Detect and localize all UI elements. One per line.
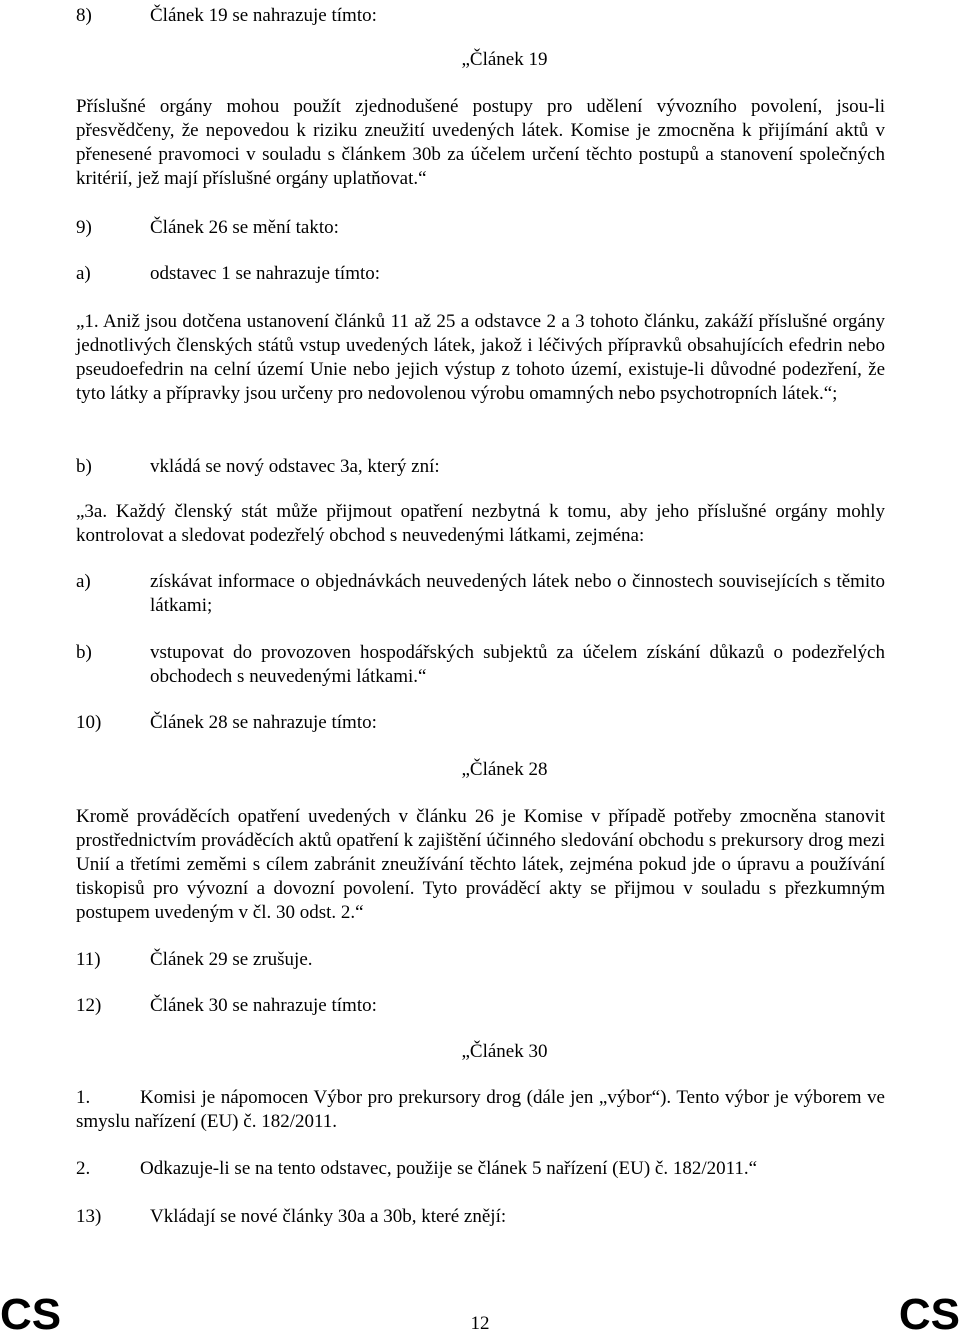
point-text: Článek 26 se mění takto:	[150, 217, 339, 238]
paragraph-text: Odkazuje-li se na tento odstavec, použije se článek 5 nařízení (EU) č. 182/2011.“	[140, 1158, 758, 1179]
point-letter: b)	[76, 642, 92, 663]
point-9a	[76, 262, 885, 286]
point-text: získávat informace o objednávkách neuvedených látek nebo o činnostech souvisejících s těmito látkami;	[150, 571, 885, 616]
point-8	[76, 4, 885, 28]
paragraph-number: 2.	[76, 1158, 91, 1179]
footer-page-number: 12	[470, 1313, 490, 1334]
article-26-paragraph-1: „1. Aniž jsou dotčena ustanovení článků 11 až 25 a odstavce 2 a 3 tohoto článku, zakáží příslušné orgány jednotlivých členských států vstup uvedených látek, jakož i léčivých přípravků obsahujících efedrin nebo pseudoefedrin na celní území Unie nebo jejich výstup z tohoto území, existuje-li důvodné podezření, že tyto látky a přípravky jsou určeny pro nedovolenou výrobu omamných nebo psychotropních látek.“;	[76, 311, 885, 404]
point-number: 8)	[76, 5, 92, 26]
point-letter: a)	[76, 263, 91, 284]
point-text: Článek 29 se zrušuje.	[150, 949, 313, 970]
point-9b	[76, 455, 885, 479]
paragraph-number: 1.	[76, 1087, 91, 1108]
article-28-title: „Článek 28	[461, 759, 548, 780]
footer-language-left: CS	[0, 1290, 62, 1339]
point-number: 13)	[76, 1206, 102, 1227]
article-19-text: Příslušné orgány mohou použít zjednodušené postupy pro udělení vývozního povolení, jsou-li přesvědčeny, že nepovedou k riziku zneužití uvedených látek. Komise je zmocněna k přijímání aktů v přenesené pravomoci v souladu s článkem 30b za účelem určení těchto postupů a stanovení společných kritérií, jež mají příslušné orgány uplatňovat.“	[76, 96, 885, 189]
point-13	[76, 1205, 885, 1229]
point-text: Článek 28 se nahrazuje tímto:	[150, 712, 377, 733]
point-number: 9)	[76, 217, 92, 238]
point-number: 11)	[76, 949, 101, 970]
footer-language-right: CS	[898, 1290, 960, 1339]
point-10	[76, 711, 885, 735]
point-number: 12)	[76, 995, 102, 1016]
paragraph-text: Komisi je nápomocen Výbor pro prekursory drog (dále jen „výbor“). Tento výbor je výborem ve smyslu nařízení (EU) č. 182/2011.	[76, 1087, 885, 1132]
article-30-title: „Článek 30	[461, 1041, 548, 1062]
article-28-text: Kromě prováděcích opatření uvedených v článku 26 je Komise v případě potřeby zmocněna stanovit prostřednictvím prováděcích aktů opatření k zajištění účinného sledování obchodu s prekursory drog mezi Unií a třetími zeměmi s cílem zabránit zneužívání těchto látek, zejména pokud jde o úpravu a používání tiskopisů pro vývozní a dovozní povolení. Tyto prováděcí akty se přijmou v souladu s přezkumným postupem uvedeným v čl. 30 odst. 2.“	[76, 806, 885, 923]
point-9	[76, 216, 885, 240]
article-19-title: „Článek 19	[461, 49, 548, 70]
point-text: Článek 19 se nahrazuje tímto:	[150, 5, 377, 26]
article-30-paragraph-1	[76, 1086, 885, 1134]
point-number: 10)	[76, 712, 102, 733]
point-letter: a)	[76, 571, 91, 592]
point-text: odstavec 1 se nahrazuje tímto:	[150, 263, 381, 284]
point-11	[76, 948, 885, 972]
paragraph-3a-point-b	[76, 641, 885, 689]
point-text: vkládá se nový odstavec 3a, který zní:	[150, 456, 440, 477]
point-12	[76, 994, 885, 1018]
point-text: Článek 30 se nahrazuje tímto:	[150, 995, 377, 1016]
paragraph-3a-point-a	[76, 570, 885, 618]
point-letter: b)	[76, 456, 92, 477]
article-26-paragraph-3a: „3a. Každý členský stát může přijmout opatření nezbytná k tomu, aby jeho příslušné orgány mohly kontrolovat a sledovat podezřelý obchod s neuvedenými látkami, zejména:	[76, 501, 885, 546]
point-text: Vkládají se nové články 30a a 30b, které znějí:	[150, 1206, 507, 1227]
point-text: vstupovat do provozoven hospodářských subjektů za účelem získání důkazů o podezřelých obchodech s neuvedenými látkami.“	[150, 642, 885, 687]
article-30-paragraph-2	[76, 1157, 885, 1181]
